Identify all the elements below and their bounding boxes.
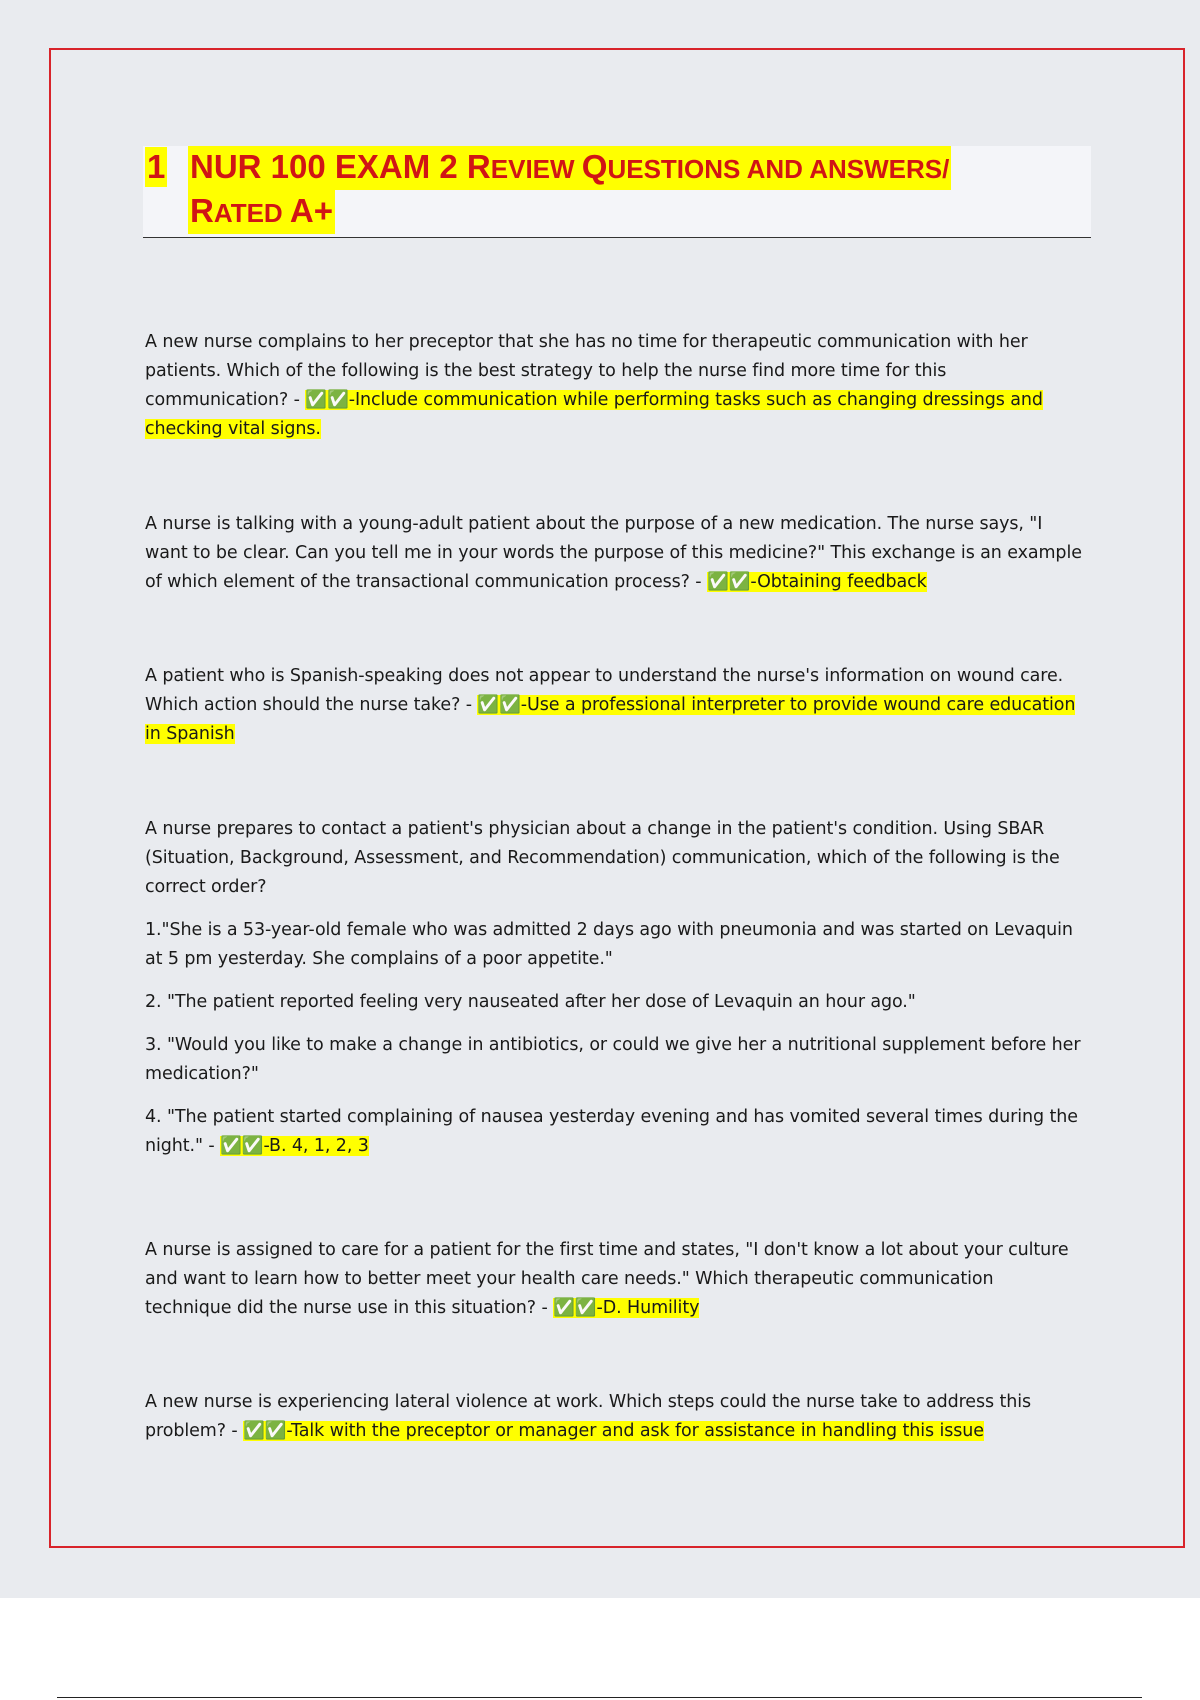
question-text: A nurse prepares to contact a patient's physician about a change in the patient's condition. Using SBAR (Situation, Background, Assessment, and Recommendation) communication, which of the following is the correct order? <box>145 819 1060 897</box>
question-text: A nurse is talking with a young-adult patient about the purpose of a new medication. The nurse says, "I want to be clear. Can you tell me in your words the purpose of this medicine?" This exchange is an example of which element of the transactional communication process? - <box>145 514 1082 592</box>
answer-highlight: ✅✅-D. Humility <box>553 1298 700 1318</box>
answer-highlight: ✅✅-B. 4, 1, 2, 3 <box>220 1136 369 1156</box>
question-block-5 <box>145 1236 1085 1337</box>
page-title-line-2: RATED A+ <box>188 190 335 234</box>
question-text: A new nurse complains to her preceptor that she has no time for therapeutic communication with her patients. Which of the following is the best strategy to help the nurse find more time for this communication? - <box>145 332 1028 410</box>
list-item: 1."She is a 53-year-old female who was admitted 2 days ago with pneumonia and was started on Levaquin at 5 pm yesterday. She complains of a poor appetite." <box>145 920 1073 969</box>
question-block-2 <box>145 510 1085 611</box>
question-block-3 <box>145 662 1085 763</box>
page-title-line-1: NUR 100 EXAM 2 REVIEW QUESTIONS AND ANSWERS/ <box>188 146 951 190</box>
question-block-1 <box>145 328 1085 458</box>
heading-number: 1 <box>147 148 166 185</box>
list-item: 4. "The patient started complaining of nausea yesterday evening and has vomited several times during the night." - <box>145 1107 1078 1156</box>
question-block-6 <box>145 1388 1085 1460</box>
answer-highlight: ✅✅-Obtaining feedback <box>707 572 927 592</box>
answer-highlight: ✅✅-Talk with the preceptor or manager and ask for assistance in handling this issue <box>243 1421 984 1441</box>
list-item: 3. "Would you like to make a change in antibiotics, or could we give her a nutritional supplement before her medication?" <box>145 1035 1081 1084</box>
list-item: 2. "The patient reported feeling very nauseated after her dose of Levaquin an hour ago." <box>145 992 916 1012</box>
question-text: A nurse is assigned to care for a patient for the first time and states, "I don't know a lot about your culture and want to learn how to better meet your health care needs." Which therapeutic communication technique did the nurse use in this situation? - <box>145 1240 1069 1318</box>
answer-highlight: ✅✅-Include communication while performing tasks such as changing dressings and checking vital signs. <box>145 390 1043 439</box>
answer-highlight: ✅✅-Use a professional interpreter to provide wound care education in Spanish <box>145 695 1076 744</box>
footer-divider <box>57 1697 1142 1698</box>
question-text: A new nurse is experiencing lateral violence at work. Which steps could the nurse take to address this problem? - <box>145 1392 1031 1441</box>
question-block-4 <box>145 815 1085 1175</box>
question-text: A patient who is Spanish-speaking does not appear to understand the nurse's information on wound care. Which action should the nurse take? - <box>145 666 1064 715</box>
